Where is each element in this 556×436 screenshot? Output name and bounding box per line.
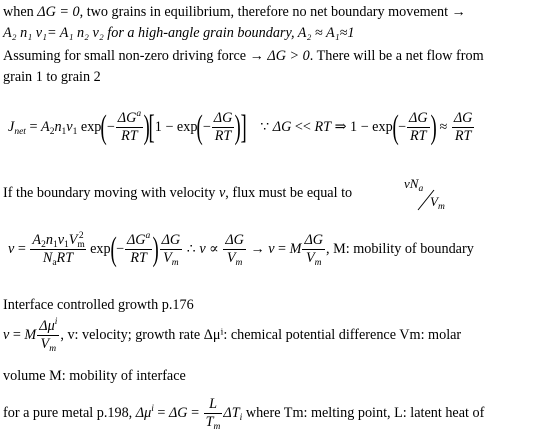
text-mobility-boundary: , M: mobility of boundary	[326, 240, 474, 257]
text-assuming: Assuming for small non-zero driving force →	[3, 48, 268, 64]
text-line-4: grain 1 to grain 2	[3, 69, 101, 85]
text-line-5	[3, 185, 352, 201]
text-line-7: Interface controlled growth p.176	[3, 297, 194, 313]
equation-interface-velocity: v = M $\frac{\Delta\mu^i}{V_m}$ , v: velocity; growth rate Δμⁱ: chemical potential difference Vm: molar	[3, 317, 462, 354]
text-velocity-symbol: v	[218, 185, 226, 201]
text-equilibrium: , two grains in equilibrium, therefore no net boundary movement →	[79, 4, 466, 20]
text-line-2: A₂ n₁ v₁= A₁ n₂ v₂ for a high-angle grain boundary, A₂ ≈ A₁≈1	[3, 25, 355, 41]
text-line-1	[3, 4, 466, 20]
text-velocity-definitions: , v: velocity; growth rate Δμⁱ: chemical potential difference Vm: molar	[60, 326, 462, 343]
text-line-3	[3, 48, 484, 64]
equation-velocity: v = $\frac{A_2n_1v_1V_m^2}{N_aRT}$ exp(− $\frac{\Delta G^a}{RT}$ ) $\frac{\Delta G}{V_m}$ ∴ v ∝ $\frac{\Delta G}{V_m}$ → v = M $\frac{\Delta G}{V_m}$ , M: mobility of boundary	[8, 230, 474, 268]
text-pure-metal: for a pure metal p.198,	[3, 404, 136, 421]
text-net-flow: . There will be a net flow from	[309, 48, 484, 64]
text-melting-point: where Tm: melting point, L: latent heat of	[242, 404, 485, 421]
text-line-10: for a pure metal p.198, $\Delta\mu^i = \Delta G$ = $\frac{L}{T_m}$ $\Delta T_i$ where Tm: melting point, L: latent heat of	[3, 396, 485, 432]
condition-dg-positive: ΔG > 0	[267, 48, 310, 64]
equation-jnet: $J_{net} = A_2n_1v_1$ exp(− $\frac{\Delta G^a}{RT}$ )[1 − exp(− $\frac{\Delta G}{RT}$ )] ∵ ΔG << RT ⇒ 1 − exp(− $\frac{\Delta G}{RT}$ ) ≈ $\frac{\Delta G}{RT}$	[8, 108, 473, 146]
condition-dg-zero: ΔG = 0	[37, 4, 80, 20]
text-line-9: volume M: mobility of interface	[3, 368, 186, 384]
text-flux-equal: , flux must be equal to	[225, 185, 353, 201]
text-when: when	[3, 4, 38, 20]
text-boundary-moving: If the boundary moving with velocity	[3, 185, 219, 201]
equation-flux-fraction: $vN_a$ $V_m$	[404, 176, 450, 214]
